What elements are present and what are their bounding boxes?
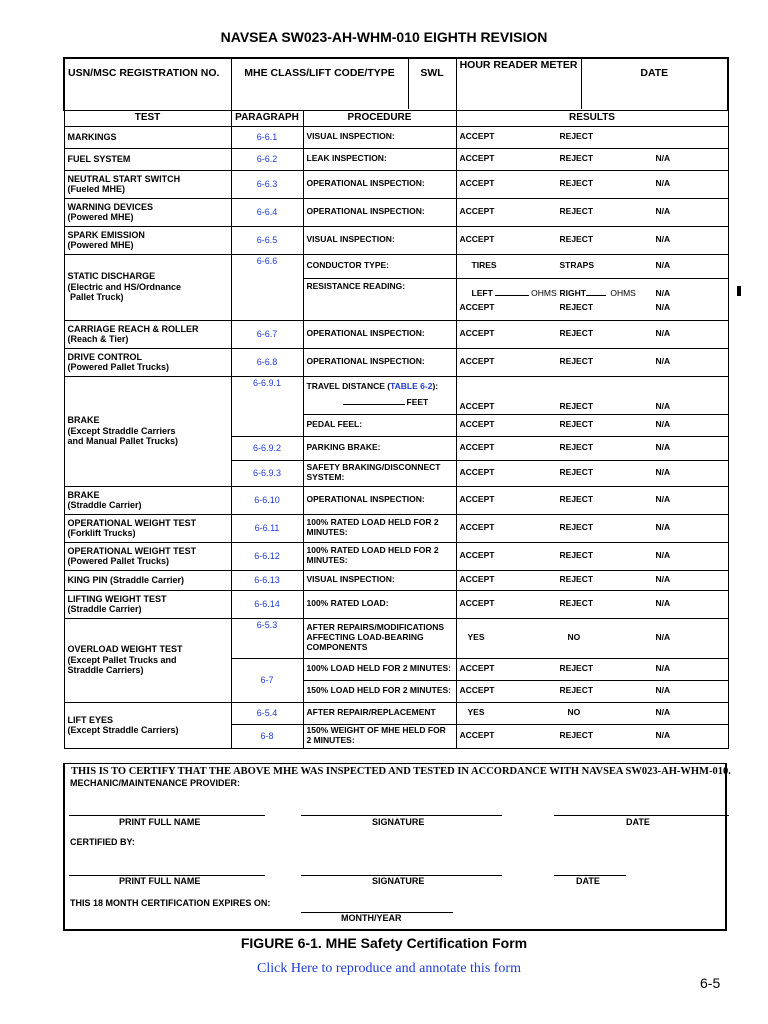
paragraph-link[interactable]: 6-6.14 bbox=[231, 590, 303, 618]
table-row bbox=[64, 148, 728, 170]
paragraph-link[interactable]: 6-6.7 bbox=[231, 320, 303, 348]
procedure-text: LEAK INSPECTION: bbox=[303, 148, 456, 170]
table-row bbox=[64, 198, 728, 226]
paragraph-link[interactable]: 6-8 bbox=[231, 724, 303, 748]
test-name: OVERLOAD WEIGHT TEST (Except Pallet Trucks and Straddle Carriers) bbox=[64, 618, 231, 702]
mechanic-label: MECHANIC/MAINTENANCE PROVIDER: bbox=[70, 778, 241, 788]
table-row bbox=[64, 226, 728, 254]
certification-form-table bbox=[63, 57, 729, 749]
results-cell: ACCEPT REJECT N/A bbox=[456, 148, 728, 170]
test-name: SPARK EMISSION (Powered MHE) bbox=[64, 226, 231, 254]
date-label: DATE bbox=[576, 876, 600, 886]
results-cell: ACCEPT REJECT bbox=[456, 126, 728, 148]
table-row bbox=[64, 376, 728, 414]
test-name: LIFTING WEIGHT TEST (Straddle Carrier) bbox=[64, 590, 231, 618]
procedure-text: OPERATIONAL INSPECTION: bbox=[303, 486, 456, 514]
date-label: DATE bbox=[626, 817, 650, 827]
procedure-text: SAFETY BRAKING/DISCONNECT SYSTEM: bbox=[303, 460, 456, 486]
figure-caption: FIGURE 6-1. MHE Safety Certification Form bbox=[240, 935, 528, 951]
certified-by-label: CERTIFIED BY: bbox=[70, 837, 135, 847]
paragraph-link[interactable]: 6-5.4 bbox=[231, 702, 303, 724]
page-number: 6-5 bbox=[700, 975, 721, 991]
procedure-text: 100% LOAD HELD FOR 2 MINUTES: bbox=[303, 658, 456, 680]
table-row bbox=[64, 126, 728, 148]
paragraph-link[interactable]: 6-6.10 bbox=[231, 486, 303, 514]
procedure-text: VISUAL INSPECTION: bbox=[303, 570, 456, 590]
paragraph-link[interactable]: 6-6.9.2 bbox=[231, 436, 303, 460]
paragraph-link[interactable]: 6-6.5 bbox=[231, 226, 303, 254]
mechanic-name-line[interactable] bbox=[69, 815, 265, 816]
table-link[interactable]: TABLE 6-2 bbox=[390, 381, 433, 392]
paragraph-link[interactable]: 6-6.3 bbox=[231, 170, 303, 198]
procedure-text: 100% RATED LOAD HELD FOR 2 MINUTES: bbox=[303, 542, 456, 570]
procedure-text: PARKING BRAKE: bbox=[303, 436, 456, 460]
procedure-text: 100% RATED LOAD: bbox=[303, 590, 456, 618]
procedure-text: OPERATIONAL INSPECTION: bbox=[303, 320, 456, 348]
procedure-text: CONDUCTOR TYPE: bbox=[303, 254, 456, 278]
month-year-label: MONTH/YEAR bbox=[341, 913, 402, 923]
paragraph-link[interactable]: 6-6.11 bbox=[231, 514, 303, 542]
results-cell: ACCEPT REJECT N/A bbox=[456, 724, 728, 748]
procedure-text: 150% WEIGHT OF MHE HELD FOR 2 MINUTES: bbox=[303, 724, 456, 748]
table-row bbox=[64, 702, 728, 724]
print-name-label: PRINT FULL NAME bbox=[119, 876, 201, 886]
results-cell: ACCEPT REJECT N/A bbox=[456, 348, 728, 376]
expiration-label: THIS 18 MONTH CERTIFICATION EXPIRES ON: bbox=[70, 898, 271, 908]
paragraph-link[interactable]: 6-6.1 bbox=[231, 126, 303, 148]
results-cell: TIRES STRAPS N/A bbox=[456, 254, 728, 278]
results-cell: YES NO N/A bbox=[456, 702, 728, 724]
paragraph-link[interactable]: 6-6.13 bbox=[231, 570, 303, 590]
paragraph-link[interactable]: 6-6.2 bbox=[231, 148, 303, 170]
test-name: STATIC DISCHARGE (Electric and HS/Ordnance Pallet Truck) bbox=[64, 254, 231, 320]
signature-label: SIGNATURE bbox=[372, 817, 425, 827]
test-name: OPERATIONAL WEIGHT TEST (Forklift Trucks) bbox=[64, 514, 231, 542]
test-name: LIFT EYES (Except Straddle Carriers) bbox=[64, 702, 231, 748]
results-cell: LEFT OHMS RIGHT OHMS N/A ACCEPT REJECT N/A bbox=[456, 278, 728, 320]
mhe-class-header: MHE CLASS/LIFT CODE/TYPE bbox=[232, 59, 409, 109]
procedure-text: 100% RATED LOAD HELD FOR 2 MINUTES: bbox=[303, 514, 456, 542]
paragraph-link[interactable]: 6-6.9.1 bbox=[231, 376, 303, 436]
results-cell: ACCEPT REJECT N/A bbox=[456, 460, 728, 486]
procedure-column-header: PROCEDURE bbox=[303, 110, 456, 126]
paragraph-link[interactable]: 6-6.4 bbox=[231, 198, 303, 226]
mechanic-signature-line[interactable] bbox=[301, 815, 502, 816]
signature-label: SIGNATURE bbox=[372, 876, 425, 886]
results-cell: ACCEPT REJECT N/A bbox=[456, 590, 728, 618]
test-name: KING PIN (Straddle Carrier) bbox=[64, 570, 231, 590]
paragraph-link[interactable]: 6-5.3 bbox=[231, 618, 303, 658]
document-title: NAVSEA SW023-AH-WHM-010 EIGHTH REVISION bbox=[220, 29, 548, 45]
table-row bbox=[64, 348, 728, 376]
meter-date-header bbox=[456, 58, 728, 110]
test-name: BRAKE (Except Straddle Carriers and Manual Pallet Trucks) bbox=[64, 376, 231, 486]
certification-block bbox=[63, 763, 731, 931]
paragraph-link[interactable]: 6-7 bbox=[231, 658, 303, 702]
results-cell: ACCEPT REJECT N/A bbox=[456, 320, 728, 348]
results-cell: ACCEPT REJECT N/A bbox=[456, 486, 728, 514]
test-name: MARKINGS bbox=[64, 126, 231, 148]
procedure-text: VISUAL INSPECTION: bbox=[303, 126, 456, 148]
paragraph-link[interactable]: 6-6.8 bbox=[231, 348, 303, 376]
test-name: BRAKE (Straddle Carrier) bbox=[64, 486, 231, 514]
table-row bbox=[64, 542, 728, 570]
swl-header: SWL bbox=[420, 67, 444, 80]
paragraph-column-header: PARAGRAPH bbox=[231, 110, 303, 126]
procedure-text: AFTER REPAIR/REPLACEMENT bbox=[303, 702, 456, 724]
test-name: OPERATIONAL WEIGHT TEST (Powered Pallet Trucks) bbox=[64, 542, 231, 570]
procedure-text: AFTER REPAIRS/MODIFICATIONS AFFECTING LOAD-BEARING COMPONENTS bbox=[303, 618, 456, 658]
procedure-text: TRAVEL DISTANCE (TABLE 6-2): FEET bbox=[303, 376, 456, 414]
test-name: WARNING DEVICES (Powered MHE) bbox=[64, 198, 231, 226]
procedure-text: OPERATIONAL INSPECTION: bbox=[303, 348, 456, 376]
procedure-text: 150% LOAD HELD FOR 2 MINUTES: bbox=[303, 680, 456, 702]
results-cell: YES NO N/A bbox=[456, 618, 728, 658]
change-bar bbox=[737, 286, 741, 296]
test-name: FUEL SYSTEM bbox=[64, 148, 231, 170]
results-cell: ACCEPT REJECT N/A bbox=[456, 198, 728, 226]
mechanic-date-line[interactable] bbox=[554, 815, 729, 816]
table-row bbox=[64, 254, 728, 278]
certification-statement: THIS IS TO CERTIFY THAT THE ABOVE MHE WAS INSPECTED AND TESTED IN ACCORDANCE WITH NAVSEA SW023-AH-WHM-010. bbox=[71, 766, 731, 777]
results-cell: ACCEPT REJECT N/A bbox=[456, 414, 728, 436]
table-row bbox=[64, 514, 728, 542]
results-cell: ACCEPT REJECT N/A bbox=[456, 542, 728, 570]
registration-header: USN/MSC REGISTRATION NO. bbox=[64, 58, 231, 110]
results-cell: ACCEPT REJECT N/A bbox=[456, 376, 728, 414]
reproduce-form-link[interactable]: Click Here to reproduce and annotate this form bbox=[257, 961, 521, 976]
paragraph-link[interactable]: 6-6.6 bbox=[231, 254, 303, 320]
table-row bbox=[64, 618, 728, 658]
test-name: CARRIAGE REACH & ROLLER (Reach & Tier) bbox=[64, 320, 231, 348]
results-cell: ACCEPT REJECT N/A bbox=[456, 658, 728, 680]
date-header: DATE bbox=[640, 67, 669, 80]
results-cell: ACCEPT REJECT N/A bbox=[456, 514, 728, 542]
results-cell: ACCEPT REJECT N/A bbox=[456, 680, 728, 702]
results-column-header: RESULTS bbox=[456, 110, 728, 126]
procedure-text: OPERATIONAL INSPECTION: bbox=[303, 198, 456, 226]
table-row bbox=[64, 320, 728, 348]
procedure-text: PEDAL FEEL: bbox=[303, 414, 456, 436]
procedure-text: RESISTANCE READING: bbox=[303, 278, 456, 320]
procedure-text: VISUAL INSPECTION: bbox=[303, 226, 456, 254]
print-name-label: PRINT FULL NAME bbox=[119, 817, 201, 827]
results-cell: ACCEPT REJECT N/A bbox=[456, 570, 728, 590]
results-cell: ACCEPT REJECT N/A bbox=[456, 436, 728, 460]
results-cell: ACCEPT REJECT N/A bbox=[456, 170, 728, 198]
paragraph-link[interactable]: 6-6.9.3 bbox=[231, 460, 303, 486]
hour-meter-header: HOUR READER METER bbox=[457, 59, 582, 109]
procedure-text: OPERATIONAL INSPECTION: bbox=[303, 170, 456, 198]
table-row bbox=[64, 170, 728, 198]
test-name: NEUTRAL START SWITCH (Fueled MHE) bbox=[64, 170, 231, 198]
mhe-class-swl-header bbox=[231, 58, 456, 110]
test-column-header: TEST bbox=[64, 110, 231, 126]
results-cell: ACCEPT REJECT N/A bbox=[456, 226, 728, 254]
test-name: DRIVE CONTROL (Powered Pallet Trucks) bbox=[64, 348, 231, 376]
paragraph-link[interactable]: 6-6.12 bbox=[231, 542, 303, 570]
table-row bbox=[64, 570, 728, 590]
table-row bbox=[64, 590, 728, 618]
table-row bbox=[64, 486, 728, 514]
